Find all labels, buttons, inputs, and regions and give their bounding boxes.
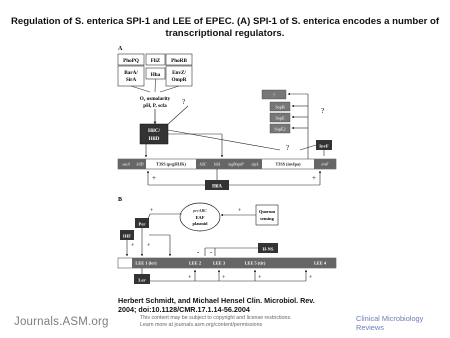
- title-line-2: transcriptional regulators.: [165, 28, 285, 39]
- title-line-1: Regulation of S. enterica SPI-1 and LEE of EPEC. (A) SPI-1 of S. enterica encodes a number of: [10, 16, 440, 27]
- env-signals-1: O₂ osmolarity: [139, 96, 171, 102]
- ihf-label: IHF: [122, 233, 132, 239]
- effector-label-1: ?: [273, 92, 275, 98]
- plus-b-2: +: [147, 243, 151, 249]
- env-signals-2: pH, P, scfa: [143, 103, 167, 109]
- question-mark-2: ?: [321, 107, 325, 115]
- envz-label: EnvZ/: [172, 70, 186, 76]
- sira-label: SirA: [125, 77, 137, 83]
- lee4-seg: [280, 258, 336, 268]
- hha-label: Hha: [150, 72, 161, 78]
- plus-ler-1: +: [188, 275, 192, 281]
- sensing-label: sensing: [260, 216, 274, 221]
- citation-line-1: Herbert Schmidt, and Michael Hensel Clin. Microbiol. Rev.: [118, 296, 315, 305]
- invf-label: InvF: [319, 143, 329, 149]
- gene-t3ss-inv: T3SS (invIpa): [275, 161, 301, 167]
- plasmid-label: plasmid: [192, 221, 208, 226]
- copyright-line-2[interactable]: Learn more at journals.asm.org/content/permissions: [140, 322, 263, 328]
- perabc-label: perABC: [192, 208, 208, 213]
- citation: [118, 296, 315, 314]
- bara-label: BarA/: [124, 70, 138, 76]
- gene-sipa: sipA: [251, 162, 259, 167]
- copyright-notice: [140, 315, 292, 329]
- gene-iagb: iagB/sptP: [228, 162, 244, 167]
- minus-b-2: -: [210, 248, 213, 256]
- lee2-label: LEE 2: [188, 260, 202, 266]
- journals-asm-logo[interactable]: Journals.ASM.org: [14, 316, 109, 328]
- question-mark-1: ?: [182, 98, 186, 106]
- hild-label: HilD: [148, 136, 160, 142]
- hilc-label: HilC/: [147, 128, 161, 134]
- per-label: Per: [138, 221, 146, 227]
- ompr-label: OmpR: [171, 77, 187, 83]
- sope-label: SopE: [275, 115, 285, 121]
- citation-line-2: 2004; doi:10.1128/CMR.17.1.14-56.2004: [118, 305, 250, 314]
- journal-name-line-1: Clinical Microbiology: [356, 314, 424, 323]
- gene-hila: hilA: [213, 162, 221, 167]
- sope2-label: SopE2: [274, 126, 286, 132]
- lee3-label: LEE 3: [212, 260, 226, 266]
- plus-a-2: +: [312, 174, 316, 182]
- plus-ler-2: +: [222, 275, 226, 281]
- lee4-label: LEE 4: [313, 260, 327, 266]
- question-mark-3: ?: [286, 144, 290, 152]
- sopb-label: SopB: [275, 104, 285, 110]
- hns-label: H-NS: [262, 246, 274, 252]
- quorum-label: Quorum: [258, 209, 276, 214]
- plus-ler-3: +: [258, 275, 262, 281]
- eaf-label: EAF: [195, 215, 205, 220]
- lee1-label: LEE 1 (ler): [135, 260, 157, 266]
- gene-hild: hilD: [136, 162, 144, 167]
- panel-b-label: B: [118, 197, 123, 203]
- ler-label: Ler: [138, 277, 146, 283]
- plus-ihf: +: [131, 243, 135, 249]
- journal-name: [356, 314, 423, 332]
- quorum-sensing-box: [256, 205, 278, 225]
- plus-quorum: +: [238, 208, 242, 214]
- hila-label: HilA: [212, 184, 222, 190]
- fliz-label: FliZ: [150, 58, 161, 64]
- gene-invf: invF: [321, 162, 329, 167]
- plus-ler-4: +: [309, 275, 313, 281]
- plus-per: +: [150, 208, 154, 214]
- panel-a-label: A: [118, 46, 123, 52]
- copyright-line-1: This content may be subject to copyright and license restrictions.: [140, 315, 292, 321]
- lee5-label: LEE 5 (tir): [244, 260, 266, 266]
- bara-sira-box: [118, 66, 144, 86]
- envz-ompr-box: [166, 66, 192, 86]
- phobr-label: PhoRB: [171, 58, 187, 64]
- gene-suca: sucA: [122, 162, 130, 167]
- gene-t3ss-prg: T3SS (prgHIJK): [156, 161, 186, 167]
- journal-name-line-2: Reviews: [356, 323, 384, 332]
- minus-b-1: -: [197, 248, 200, 256]
- gene-hilc: hilC: [199, 162, 207, 167]
- phopq-label: PhoPQ: [123, 58, 139, 64]
- plus-a-1: +: [152, 174, 156, 182]
